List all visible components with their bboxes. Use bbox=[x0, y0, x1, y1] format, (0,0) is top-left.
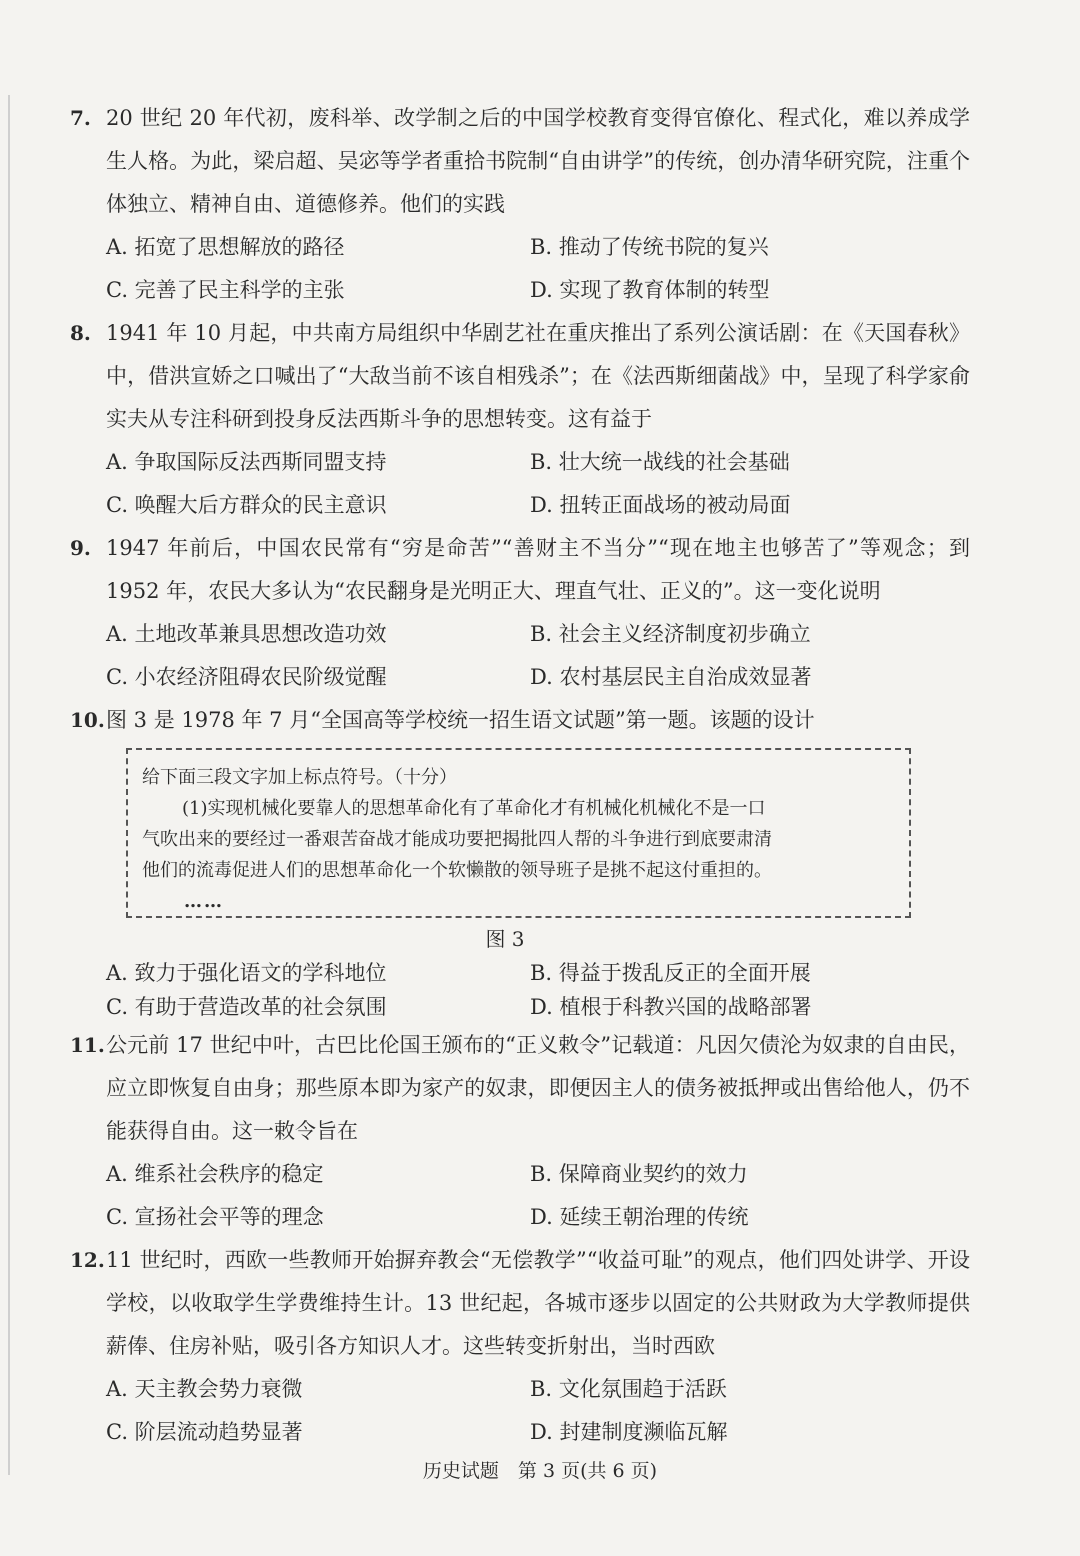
question-9 bbox=[70, 527, 970, 699]
question-text: 1941 年 10 月起，中共南方局组织中华剧艺社在重庆推出了系列公演话剧：在《天国春秋》中，借洪宣娇之口喊出了“大敌当前不该自相残杀”；在《法西斯细菌战》中，呈现了科学家俞实夫从专注科研到投身反法西斯斗争的思想转变。这有益于 bbox=[106, 321, 970, 431]
option-a[interactable]: A. 拓宽了思想解放的路径 bbox=[106, 235, 345, 259]
page-edge bbox=[8, 95, 10, 1475]
question-stem bbox=[70, 699, 970, 742]
option-list bbox=[70, 441, 970, 527]
figure-ellipsis: …… bbox=[184, 891, 224, 912]
option-a[interactable]: A. 土地改革兼具思想改造功效 bbox=[106, 622, 387, 646]
option-c[interactable]: C. 唤醒大后方群众的民主意识 bbox=[106, 493, 387, 517]
option-c[interactable]: C. 有助于营造改革的社会氛围 bbox=[106, 995, 387, 1019]
option-d[interactable]: D. 扭转正面战场的被动局面 bbox=[530, 493, 791, 517]
question-number: 10. bbox=[70, 708, 105, 732]
option-c[interactable]: C. 宣扬社会平等的理念 bbox=[106, 1205, 324, 1229]
option-d[interactable]: D. 延续王朝治理的传统 bbox=[530, 1205, 749, 1229]
question-8 bbox=[70, 312, 970, 527]
option-list bbox=[70, 1153, 970, 1239]
option-d[interactable]: D. 植根于科教兴国的战略部署 bbox=[530, 995, 812, 1019]
question-number: 12. bbox=[70, 1248, 105, 1272]
option-c[interactable]: C. 阶层流动趋势显著 bbox=[106, 1420, 303, 1444]
question-text: 11 世纪时，西欧一些教师开始摒弃教会“无偿教学”“收益可耻”的观点，他们四处讲学、开设学校，以收取学生学费维持生计。13 世纪起，各城市逐步以固定的公共财政为大学教师提供薪俸、住房补贴，吸引各方知识人才。这些转变折射出，当时西欧 bbox=[106, 1248, 970, 1358]
option-b[interactable]: B. 社会主义经济制度初步确立 bbox=[530, 622, 811, 646]
option-list bbox=[70, 956, 970, 1024]
option-a[interactable]: A. 天主教会势力衰微 bbox=[106, 1377, 303, 1401]
option-d[interactable]: D. 实现了教育体制的转型 bbox=[530, 278, 770, 302]
option-b[interactable]: B. 保障商业契约的效力 bbox=[530, 1162, 748, 1186]
question-10 bbox=[70, 699, 970, 1024]
question-stem bbox=[70, 1024, 970, 1153]
option-c[interactable]: C. 完善了民主科学的主张 bbox=[106, 278, 345, 302]
question-12 bbox=[70, 1239, 970, 1454]
question-text: 1947 年前后，中国农民常有“穷是命苦”“善财主不当分”“现在地主也够苦了”等观念；到 1952 年，农民大多认为“农民翻身是光明正大、理直气壮、正义的”。这一变化说明 bbox=[106, 536, 970, 603]
question-stem bbox=[70, 97, 970, 226]
question-11 bbox=[70, 1024, 970, 1239]
option-c[interactable]: C. 小农经济阻碍农民阶级觉醒 bbox=[106, 665, 387, 689]
option-a[interactable]: A. 致力于强化语文的学科地位 bbox=[106, 961, 387, 985]
option-list bbox=[70, 1368, 970, 1454]
option-d[interactable]: D. 农村基层民主自治成效显著 bbox=[530, 665, 812, 689]
figure-caption: 图 3 bbox=[485, 927, 525, 951]
page-footer: 历史试题 第 3 页(共 6 页) bbox=[422, 1460, 658, 1482]
option-d[interactable]: D. 封建制度濒临瓦解 bbox=[530, 1420, 728, 1444]
option-a[interactable]: A. 争取国际反法西斯同盟支持 bbox=[106, 450, 387, 474]
question-text: 公元前 17 世纪中叶，古巴比伦国王颁布的“正义敕令”记载道：凡因欠债沦为奴隶的自由民，应立即恢复自由身；那些原本即为家产的奴隶，即便因主人的债务被抵押或出售给他人，仍不能获得自由。这一敕令旨在 bbox=[106, 1033, 970, 1143]
question-stem bbox=[70, 1239, 970, 1368]
figure-text-line: 他们的流毒促进人们的思想革命化一个软懒散的领导班子是挑不起这付重担的。 bbox=[142, 860, 772, 881]
option-b[interactable]: B. 推动了传统书院的复兴 bbox=[530, 235, 769, 259]
option-b[interactable]: B. 得益于拨乱反正的全面开展 bbox=[530, 961, 811, 985]
figure-instruction: 给下面三段文字加上标点符号。（十分） bbox=[142, 767, 457, 788]
option-b[interactable]: B. 文化氛围趋于活跃 bbox=[530, 1377, 727, 1401]
option-a[interactable]: A. 维系社会秩序的稳定 bbox=[106, 1162, 324, 1186]
question-number: 9. bbox=[70, 536, 91, 560]
option-list bbox=[70, 613, 970, 699]
option-b[interactable]: B. 壮大统一战线的社会基础 bbox=[530, 450, 790, 474]
question-number: 8. bbox=[70, 321, 91, 345]
question-number: 11. bbox=[70, 1033, 105, 1057]
question-text: 20 世纪 20 年代初，废科举、改学制之后的中国学校教育变得官僚化、程式化，难以养成学生人格。为此，梁启超、吴宓等学者重拾书院制“自由讲学”的传统，创办清华研究院，注重个体独立、精神自由、道德修养。他们的实践 bbox=[106, 106, 970, 216]
figure-text-line: 气吹出来的要经过一番艰苦奋战才能成功要把揭批四人帮的斗争进行到底要肃清 bbox=[142, 829, 772, 850]
question-text: 图 3 是 1978 年 7 月“全国高等学校统一招生语文试题”第一题。该题的设计 bbox=[106, 708, 815, 732]
question-number: 7. bbox=[70, 106, 91, 130]
question-7 bbox=[70, 97, 970, 312]
question-stem bbox=[70, 527, 970, 613]
figure-text-line: (1)实现机械化要靠人的思想革命化有了革命化才有机械化机械化不是一口 bbox=[182, 798, 766, 819]
question-stem bbox=[70, 312, 970, 441]
option-list bbox=[70, 226, 970, 312]
figure-3-box bbox=[126, 748, 911, 918]
question-list bbox=[70, 97, 970, 1454]
